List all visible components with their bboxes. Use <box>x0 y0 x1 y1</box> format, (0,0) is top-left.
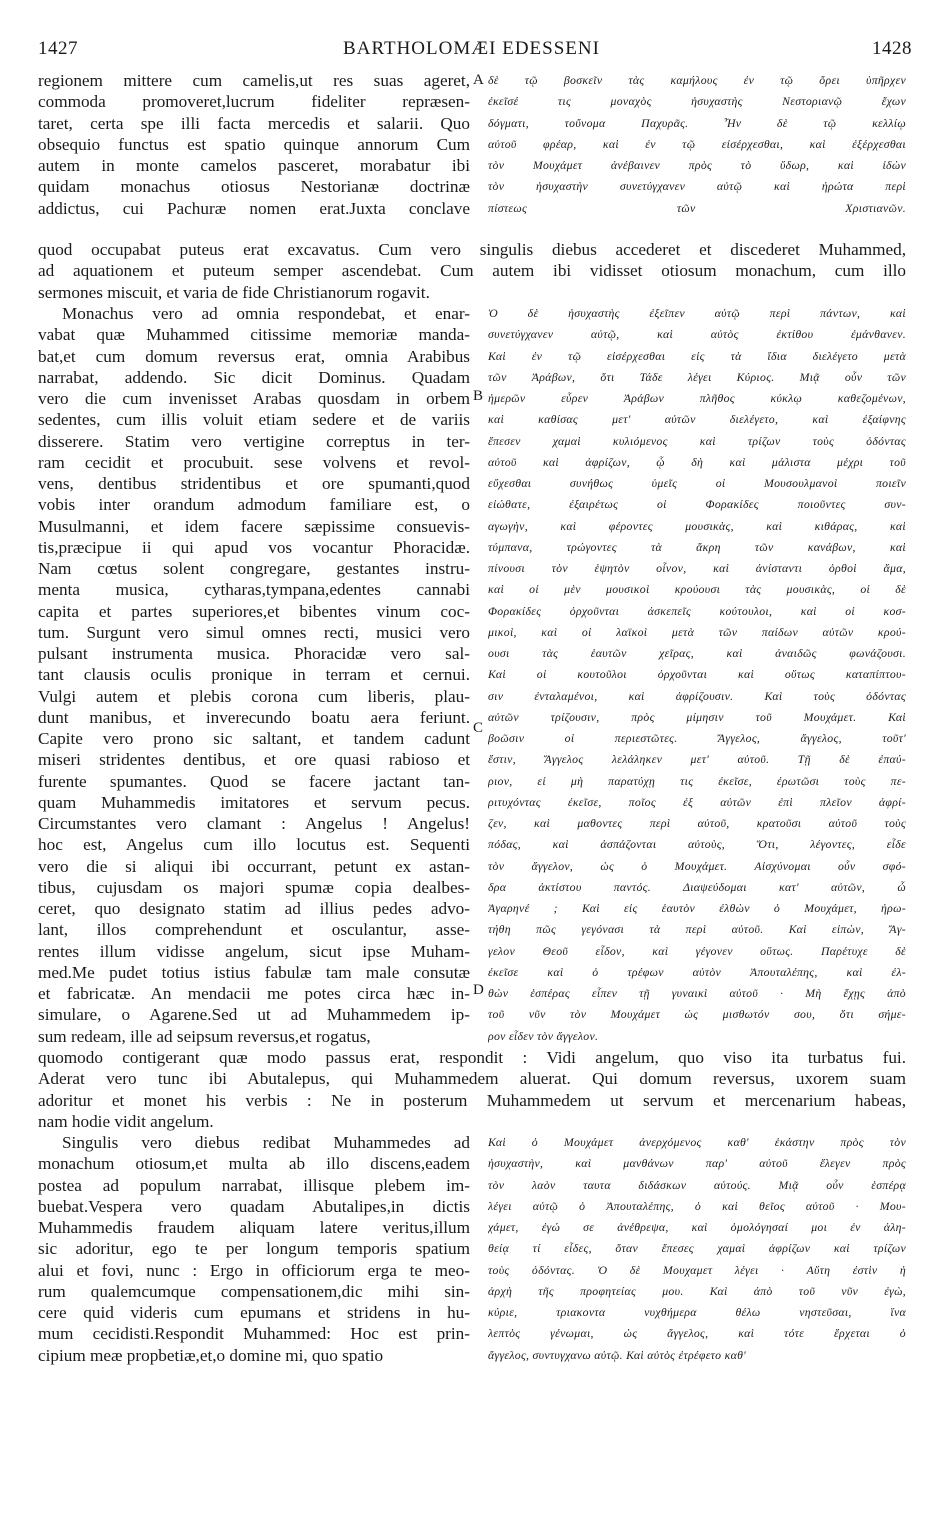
text-line: ἡμερῶν εὗρεν Ἀράβων πλῆθος κύκλῳ καθεζομένων, <box>488 391 906 405</box>
text-line: obsequio functus est spatio quinque annorum Cum <box>38 134 470 154</box>
text-line: sic adoritur, ego te per longum temporis spatium <box>38 1239 470 1259</box>
column-number-left: 1427 <box>38 38 78 59</box>
text-line: quam Muhammedis imitatores et servum pecus. <box>38 792 470 812</box>
text-line: monachum otiosum,et multa ab illo discens,eadem <box>38 1154 470 1174</box>
text-line: buebat.Vespera vero quadam Abutalipes,in dictis <box>38 1196 470 1216</box>
column-number-right: 1428 <box>872 38 912 59</box>
text-line: βοῶσιν οἱ περιεστῶτες. Ἄγγελος, ἄγγελος, τοῦτ' <box>488 731 906 745</box>
text-line: vobis inter orandum admodum familiare est, o <box>38 495 470 515</box>
text-line: αὐτοῦ φρέαρ, καὶ ἐν τῷ εἰσέρχεσθαι, καὶ ἐξέρχεσθαι <box>488 136 906 151</box>
text-line: Monachus vero ad omnia respondebat, et enar- <box>62 304 470 323</box>
text-line: Nam cœtus solent congregare, gestantes instru- <box>38 559 470 578</box>
margin-letter-d: D <box>473 982 484 998</box>
text-line: cipium meæ propbetiæ,et,o domine mi, quo spatio <box>38 1345 384 1365</box>
text-line: sermones miscuit, et varia de fide Christianorum rogavit. <box>38 282 430 302</box>
text-line: pulsant instrumenta musica. Phoracidæ vero sal- <box>38 644 470 663</box>
text-line: χάμετ, ἐγώ σε ἀνέθρεψα, καὶ ὁμολόγησαί μοι ἐν ἀλη- <box>488 1220 906 1234</box>
text-line: αὐτοῦ καὶ ἀφρίζων, ᾧ δὴ καὶ μάλιστα μέχρι τοῦ <box>488 454 906 469</box>
text-line: quod occupabat puteus erat excavatus. Cum vero singulis diebus accederet et discederet Muhammed, <box>38 240 906 259</box>
margin-letter-a: A <box>473 72 484 88</box>
text-line: quidam monachus otiosus Nestorianæ doctrinæ <box>38 177 470 197</box>
margin-letter-c: C <box>473 720 484 736</box>
text-line: postea ad populum narrabat, illisque plebem im- <box>38 1175 470 1195</box>
text-line: simulare, o Agarene.Sed ut ad Muhammedem ip- <box>38 1005 470 1025</box>
text-line: alui et fovi, nunc : Ergo in officiorum erga te meo- <box>38 1260 470 1280</box>
text-line: συνετύγχανεν αὐτῷ, καὶ αὐτὸς ἐκτίθου ἐμάνθανεν. <box>488 327 906 342</box>
latin-block <box>38 70 470 219</box>
text-line: capita et partes superiores,et bibentes vinum coc- <box>38 601 470 621</box>
text-line: αγωγὴν, καὶ φέροντες μουσικὰς, καὶ κιθάρας, καὶ <box>488 518 906 533</box>
text-line: addictus, cui Pachuræ nomen erat.Juxta conclave <box>38 198 470 218</box>
text-line: regionem mittere cum camelis,ut res suas ageret, <box>38 71 470 90</box>
text-line: τήθη πῶς γεγόνασι τὰ περὶ αὐτοῦ. Καὶ εἰπὼν, Ἄγ- <box>488 922 906 937</box>
text-line: καὶ οἱ μὲν μουσικοὶ κρούουσι τὰς μουσικὰς, οἱ δὲ <box>488 582 906 597</box>
text-line: αὐτῶν τρίζουσιν, πρὸς μίμησιν τοῦ Μουχάμετ. Καὶ <box>488 709 906 724</box>
text-line: tant clausis oculis pronique in terram et cernui. <box>38 665 470 685</box>
text-line: lant, illos comprehendunt et osculantur, asse- <box>38 920 470 940</box>
text-line: Vulgi autem et plebis corona cum liberis, plau- <box>38 686 470 706</box>
text-line: menta musica, cytharas,tympana,edentes cannabi <box>38 580 470 600</box>
text-line: sedentes, cum illis voluit etiam sedere et de variis <box>38 410 470 430</box>
text-line: ζεν, καὶ μαθοντες περὶ αὐτοῦ, κρατοῦσι αὐτοῦ τοὺς <box>488 816 906 830</box>
text-line: ριον, εἰ μὴ παρατύχῃ τις ἐκεῖσε, ἐρωτῶσι τοὺς πε- <box>488 773 906 788</box>
text-line: commoda promoveret,lucrum fideliter repræsen- <box>38 92 470 112</box>
text-line: γελον Θεοῦ εἶδον, καὶ γέγονεν οὕτως. Παρέτυχε δὲ <box>488 943 906 958</box>
text-line: τὸν Μουχάμετ ἀνέβαινεν πρὸς τὸ ὕδωρ, καὶ ἰδὼν <box>488 158 906 172</box>
text-line: τὸν ἡσυχαστὴν συνετύγχανεν αὐτῷ καὶ ἠρώτα περὶ <box>488 179 906 194</box>
text-line: Καὶ ὁ Μουχάμετ ἀνερχόμενος καθ' ἑκάστην πρὸς τὸν <box>488 1135 906 1149</box>
text-line: tibus, cujusdam os majori spumæ copia dealbes- <box>38 877 470 897</box>
latin-block <box>38 1047 906 1132</box>
text-line: vens, dentibus stridentibus et ore spumanti,quod <box>38 474 470 493</box>
text-line: ἀρχὴ τῆς προφητείας μου. Καὶ ἀπὸ τοῦ νῦν ἐγὼ, <box>488 1283 906 1298</box>
text-line: quomodo contigerant quæ modo passus erat, respondit : Vidi angelum, quo viso ita turbatus fui. <box>38 1048 906 1067</box>
text-line: καὶ καθίσας μετ' αὐτῶν διελέγετο, καὶ ἐξαίφνης <box>488 412 906 427</box>
text-line: tum. Surgunt vero simul omnes recti, musici vero <box>38 622 470 642</box>
text-line: ἐκεῖσε καὶ ὁ τρέφων αὐτὸν Ἀπουταλέπης, καὶ ἐλ- <box>488 964 906 979</box>
text-line: ἔστιν, Ἄγγελος λελάληκεν μετ' αὐτοῦ. Τῇ δὲ ἐπαύ- <box>488 752 906 767</box>
text-line: εὔχεσθαι συνήθως ὑμεῖς οἱ Μουσουλμανοὶ ποιεῖν <box>488 476 906 490</box>
text-line: Musulmanni, et idem facere sæpissime consuevis- <box>38 516 470 536</box>
text-line: μικοὶ, καὶ οἱ λαϊκοὶ μετὰ τῶν παίδων αὐτῶν κρού- <box>488 624 906 639</box>
text-line: disserere. Statim vero vertigine correptus in ter- <box>38 431 470 451</box>
text-line: τοὺς ὀδόντας. Ὁ δὲ Μουχαμετ λέγει · Αὕτη ἐστὶν ἡ <box>488 1262 906 1277</box>
greek-block <box>488 1132 906 1366</box>
text-line: Καὶ οἱ κουτοῦλοι ὀρχοῦνται καὶ οὕτως καταπίπτου- <box>488 667 906 682</box>
margin-letter-b: B <box>473 388 484 404</box>
text-line: vero die si aliqui ibi occurrant, petunt ex astan- <box>38 856 470 876</box>
text-line: κύριε, τριακοντα νυχθήμερα θέλω νηστεῦσαι, ἵνα <box>488 1305 906 1319</box>
text-line: ceret, quo designato statim ad illius pedes advo- <box>38 899 470 918</box>
text-line: hoc est, Angelus cum illo locutus est. Sequenti <box>38 835 470 855</box>
text-line: τοῦ νῦν τὸν Μουχάμετ ὡς μισθωτόν σου, ὅτι σήμε- <box>488 1007 906 1022</box>
text-line: δρα ἀκτίστου παντός. Διαψεύδομαι κατ' αὐτῶν, ὦ <box>488 879 906 894</box>
text-line: ἄγγελος, συντυγχανω αὐτῷ. Καὶ αὐτὸς ἐτρέφετο καθ' <box>488 1347 746 1362</box>
text-line: dunt manibus, et inverecundo boatu aera feriunt. <box>38 707 470 727</box>
text-line: Singulis vero diebus redibat Muhammedes ad <box>62 1133 470 1152</box>
text-line: τὸν ἄγγελον, ὡς ὁ Μουχάμετ. Αἰσχύνομαι οὖν σφό- <box>488 858 906 873</box>
text-line: Καὶ ἐν τῷ εἰσέρχεσθαι εἰς τὰ ἴδια διελέγετο μετὰ <box>488 348 906 363</box>
text-line: εἰώθατε, ἐξαιρέτως οἱ Φορακίδες ποιοῦντες συν- <box>488 497 906 512</box>
text-line: rum qualemcumque compensationem,dic mihi sin- <box>38 1281 470 1301</box>
text-line: vabat quæ Muhammed citissime memoriæ manda- <box>38 325 470 345</box>
text-line: λέγει αὐτῷ ὁ Ἀπουταλέπης, ὁ καὶ θεῖος αὐτοῦ · Μου- <box>488 1198 906 1213</box>
text-line: sum redeam, ille ad seipsum reversus,et rogatus, <box>38 1026 371 1046</box>
text-line: ριτυχόντας ἐκεῖσε, ποῖος ἐξ αὐτῶν ἐπὶ πλεῖον ἀφρί- <box>488 794 906 809</box>
text-line: τύμπανα, τρώγοντες τὰ ἄκρη τῶν κανάβων, καὶ <box>488 539 906 554</box>
text-line: adoritur et monet his verbis : Ne in posterum Muhammedem ut servum et mercenarium habeas, <box>38 1090 906 1110</box>
text-line: bat,et cum domum reversus erat, omnia Arabibus <box>38 346 470 366</box>
text-line: Ἀγαρηνέ ; Καὶ εἰς ἑαυτὸν ἐλθὼν ὁ Μουχάμετ, ἠρω- <box>488 901 906 915</box>
text-line: ουσι τὰς ἑαυτῶν χεῖρας, καὶ ἀναιδῶς φωνάζουσι. <box>488 646 906 660</box>
text-line: ἐκεῖσέ τις μοναχὸς ἡσυχαστὴς Νεστοριανῷ ἔχων <box>488 94 906 109</box>
text-line: tis,præcipue ii qui apud vos vocantur Phoracidæ. <box>38 537 470 557</box>
text-line: πίστεως τῶν Χριστιανῶν. <box>488 200 906 215</box>
text-line: πίνουσι τὸν ἑψητὸν οἶνον, καὶ ἀνίσταντι ὀρθοὶ ἅμα, <box>488 561 906 575</box>
text-line: mum cecidisti.Respondit Muhammed: Hoc est prin- <box>38 1324 470 1344</box>
text-line: Capite vero prono sic saltant, et tandem cadunt <box>38 729 470 748</box>
text-line: Ὁ δὲ ἡσυχαστὴς ἐξεῖπεν αὐτῷ περὶ πάντων, καὶ <box>488 306 906 320</box>
text-line: δὲ τῷ βοσκεῖν τὰς καμήλους ἐν τῷ ὄρει ὑπῆρχεν <box>488 73 906 87</box>
text-line: θείᾳ τί εἶδες, ὅταν ἔπεσες χαμαὶ ἀφρίζων καὶ τρίζων <box>488 1241 906 1256</box>
text-line: ad aquationem et puteum semper ascendebat. Cum autem ibi vidisset otiosum monachum, cum illo <box>38 261 906 281</box>
text-line: ἡσυχαστὴν, καὶ μανθάνων παρ' αὐτοῦ ἔλεγεν πρὸς <box>488 1156 906 1171</box>
text-line: ram cecidit et procubuit. sese volvens et revol- <box>38 452 470 472</box>
text-line: et fabricatæ. An mendacii me potes circa hæc in- <box>38 984 470 1003</box>
text-line: miseri stridentes dentibus, et ore quasi rabioso et <box>38 750 470 770</box>
text-line: θὼν ἑσπέρας εἶπεν τῇ γυναικὶ αὐτοῦ · Μὴ ἔχῃς ἀπὸ <box>488 986 906 1000</box>
latin-block <box>38 1132 470 1366</box>
text-line: vero die cum invenisset Arabas quosdam in orbem <box>38 389 470 408</box>
latin-block <box>38 303 470 1047</box>
text-line: med.Me pudet totius istius fabulæ tam male consutæ <box>38 962 470 982</box>
text-line: τὸν λαὸν ταυτα διδάσκων αὐτούς. Μιᾷ οὖν ἑσπέρᾳ <box>488 1177 906 1192</box>
greek-block <box>488 70 906 219</box>
text-line: taret, certa spe illi facta mercedis et salarii. Quo <box>38 113 470 133</box>
text-line: furente spumantes. Quod se facere jactant tan- <box>38 771 470 791</box>
latin-block <box>38 239 906 303</box>
text-line: πόδας, καὶ ἀσπάζονται αὐτοὺς, Ὅτι, λέγοντες, εἶδε <box>488 837 906 852</box>
text-line: Circumstantes vero clamant : Angelus ! Angelus! <box>38 814 470 833</box>
text-line: autem in monte camelos pasceret, morabatur ibi <box>38 156 470 175</box>
text-line: δόγματι, τοὔνομα Παχυρᾶς. Ἦν δὲ τῷ κελλίῳ <box>488 115 906 130</box>
text-line: nam hodie vidit angelum. <box>38 1111 214 1131</box>
text-line: τῶν Ἀράβων, ὅτι Τάδε λέγει Κύριος. Μιᾷ οὖν τῶν <box>488 369 906 384</box>
greek-block <box>488 303 906 1047</box>
text-line: ἔπεσεν χαμαὶ κυλιόμενος καὶ τρίζων τοὺς ὀδόντας <box>488 433 906 448</box>
text-line: narrabat, addendo. Sic dicit Dominus. Quadam <box>38 367 470 387</box>
text-line: λεπτὸς γένωμαι, ὡς ἄγγελος, καὶ τότε ἔρχεται ὁ <box>488 1326 906 1341</box>
text-line: Aderat vero tunc ibi Abutalepus, qui Muhammedem aluerat. Qui domum reversus, uxorem suam <box>38 1069 906 1089</box>
text-line: ρον εἶδεν τὸν ἄγγελον. <box>488 1028 599 1043</box>
text-line: Φορακίδες ὀρχοῦνται ἀσκεπεῖς κούτουλοι, καὶ οἱ κοσ- <box>488 603 906 618</box>
text-line: rentes illum vidisse angelum, sicut ipse Muham- <box>38 941 470 961</box>
text-line: Muhammedis fraudem aliquam latere veritus,illum <box>38 1218 470 1237</box>
text-line: cere quid videris cum epumans et stridens in hu- <box>38 1303 470 1322</box>
running-title: BARTHOLOMÆI EDESSENI <box>343 38 600 59</box>
text-line: σιν ἐνταλαμένοι, καὶ ἀφρίζουσιν. Καὶ τοὺς ὀδόντας <box>488 688 906 703</box>
